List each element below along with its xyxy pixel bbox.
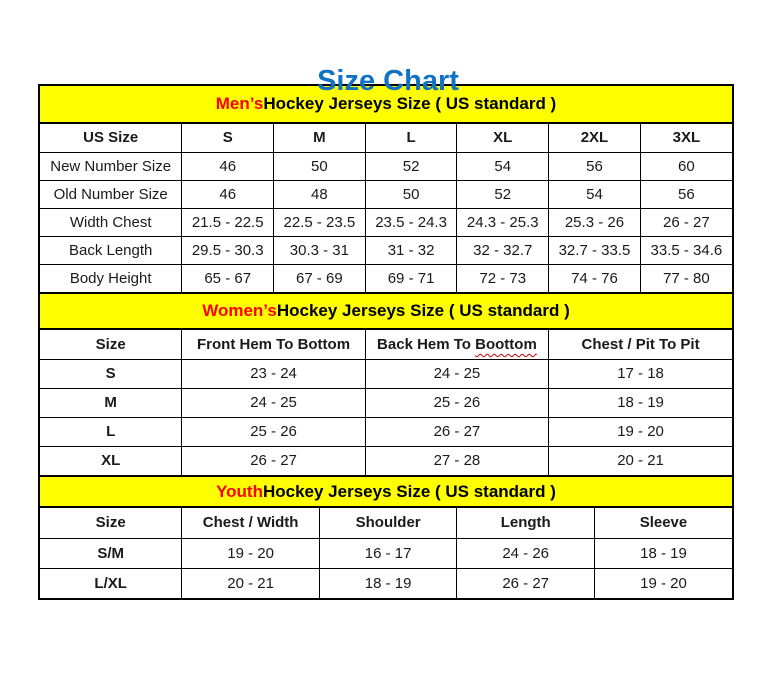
value-cell: 25.3 - 26 <box>549 208 641 236</box>
value-cell: 23.5 - 24.3 <box>365 208 457 236</box>
value-cell: 24 - 25 <box>182 388 365 417</box>
column-header-cell: US Size <box>40 124 182 152</box>
column-header-cell: Shoulder <box>319 508 457 538</box>
womens-section <box>40 292 732 475</box>
header-text: Back Hem To <box>377 335 476 353</box>
row-label-cell: S/M <box>40 538 182 568</box>
value-cell: 20 - 21 <box>182 568 320 598</box>
womens-size-table <box>40 330 732 475</box>
youth-section <box>40 475 732 598</box>
size-chart <box>38 84 734 600</box>
misspelled-word: Boottom <box>475 335 537 353</box>
value-cell: 30.3 - 31 <box>274 236 366 264</box>
column-header-cell <box>365 330 548 359</box>
youth-size-table <box>40 508 732 598</box>
womens-header-rest: Hockey Jerseys Size ( US standard ) <box>276 301 570 320</box>
table-row <box>40 236 732 264</box>
womens-header-highlight: Women’s <box>202 301 277 320</box>
row-label-cell: S <box>40 359 182 388</box>
value-cell: 52 <box>365 152 457 180</box>
youth-header-highlight: Youth <box>216 481 263 501</box>
value-cell: 22.5 - 23.5 <box>274 208 366 236</box>
value-cell: 33.5 - 34.6 <box>640 236 732 264</box>
value-cell: 19 - 20 <box>182 538 320 568</box>
column-header-cell: Sleeve <box>594 508 732 538</box>
value-cell: 54 <box>549 180 641 208</box>
value-cell: 18 - 19 <box>549 388 732 417</box>
value-cell: 20 - 21 <box>549 446 732 475</box>
column-header-cell: Front Hem To Bottom <box>182 330 365 359</box>
value-cell: 16 - 17 <box>319 538 457 568</box>
table-row <box>40 359 732 388</box>
row-label-cell: L/XL <box>40 568 182 598</box>
column-header-cell: Chest / Pit To Pit <box>549 330 732 359</box>
value-cell: 46 <box>182 180 274 208</box>
table-row <box>40 538 732 568</box>
value-cell: 25 - 26 <box>182 417 365 446</box>
youth-header-rest: Hockey Jerseys Size ( US standard ) <box>262 481 556 501</box>
value-cell: 60 <box>640 152 732 180</box>
column-header-cell: M <box>274 124 366 152</box>
row-label-cell: L <box>40 417 182 446</box>
value-cell: 48 <box>274 180 366 208</box>
value-cell: 72 - 73 <box>457 264 549 292</box>
value-cell: 54 <box>457 152 549 180</box>
value-cell: 18 - 19 <box>594 538 732 568</box>
youth-section-header <box>40 477 732 508</box>
value-cell: 21.5 - 22.5 <box>182 208 274 236</box>
value-cell: 50 <box>274 152 366 180</box>
table-header-row <box>40 508 732 538</box>
mens-header-highlight: Men’s <box>215 94 264 113</box>
table-header-row <box>40 124 732 152</box>
value-cell: 74 - 76 <box>549 264 641 292</box>
column-header-cell: XL <box>457 124 549 152</box>
value-cell: 56 <box>640 180 732 208</box>
row-label-cell: M <box>40 388 182 417</box>
value-cell: 77 - 80 <box>640 264 732 292</box>
column-header-cell: 3XL <box>640 124 732 152</box>
value-cell: 32 - 32.7 <box>457 236 549 264</box>
column-header-cell: Length <box>457 508 595 538</box>
value-cell: 18 - 19 <box>319 568 457 598</box>
row-label-cell: Body Height <box>40 264 182 292</box>
table-row <box>40 152 732 180</box>
value-cell: 26 - 27 <box>182 446 365 475</box>
value-cell: 24.3 - 25.3 <box>457 208 549 236</box>
value-cell: 50 <box>365 180 457 208</box>
value-cell: 17 - 18 <box>549 359 732 388</box>
table-row <box>40 264 732 292</box>
mens-size-table <box>40 124 732 292</box>
value-cell: 52 <box>457 180 549 208</box>
value-cell: 56 <box>549 152 641 180</box>
value-cell: 25 - 26 <box>365 388 548 417</box>
row-label-cell: Old Number Size <box>40 180 182 208</box>
mens-section <box>40 86 732 292</box>
table-header-row <box>40 330 732 359</box>
value-cell: 27 - 28 <box>365 446 548 475</box>
value-cell: 24 - 26 <box>457 538 595 568</box>
table-row <box>40 417 732 446</box>
table-row <box>40 208 732 236</box>
table-row <box>40 180 732 208</box>
column-header-cell: Size <box>40 508 182 538</box>
value-cell: 31 - 32 <box>365 236 457 264</box>
value-cell: 23 - 24 <box>182 359 365 388</box>
value-cell: 24 - 25 <box>365 359 548 388</box>
womens-section-header <box>40 294 732 330</box>
value-cell: 69 - 71 <box>365 264 457 292</box>
table-row <box>40 446 732 475</box>
value-cell: 26 - 27 <box>365 417 548 446</box>
column-header-cell: Chest / Width <box>182 508 320 538</box>
row-label-cell: Width Chest <box>40 208 182 236</box>
column-header-cell: Size <box>40 330 182 359</box>
column-header-cell: L <box>365 124 457 152</box>
value-cell: 29.5 - 30.3 <box>182 236 274 264</box>
row-label-cell: Back Length <box>40 236 182 264</box>
value-cell: 19 - 20 <box>594 568 732 598</box>
column-header-cell: S <box>182 124 274 152</box>
value-cell: 19 - 20 <box>549 417 732 446</box>
row-label-cell: New Number Size <box>40 152 182 180</box>
value-cell: 67 - 69 <box>274 264 366 292</box>
table-row <box>40 388 732 417</box>
value-cell: 32.7 - 33.5 <box>549 236 641 264</box>
value-cell: 26 - 27 <box>457 568 595 598</box>
row-label-cell: XL <box>40 446 182 475</box>
value-cell: 65 - 67 <box>182 264 274 292</box>
table-row <box>40 568 732 598</box>
value-cell: 46 <box>182 152 274 180</box>
value-cell: 26 - 27 <box>640 208 732 236</box>
mens-header-rest: Hockey Jerseys Size ( US standard ) <box>263 94 557 113</box>
column-header-cell: 2XL <box>549 124 641 152</box>
page-title: Size Chart <box>317 65 459 97</box>
